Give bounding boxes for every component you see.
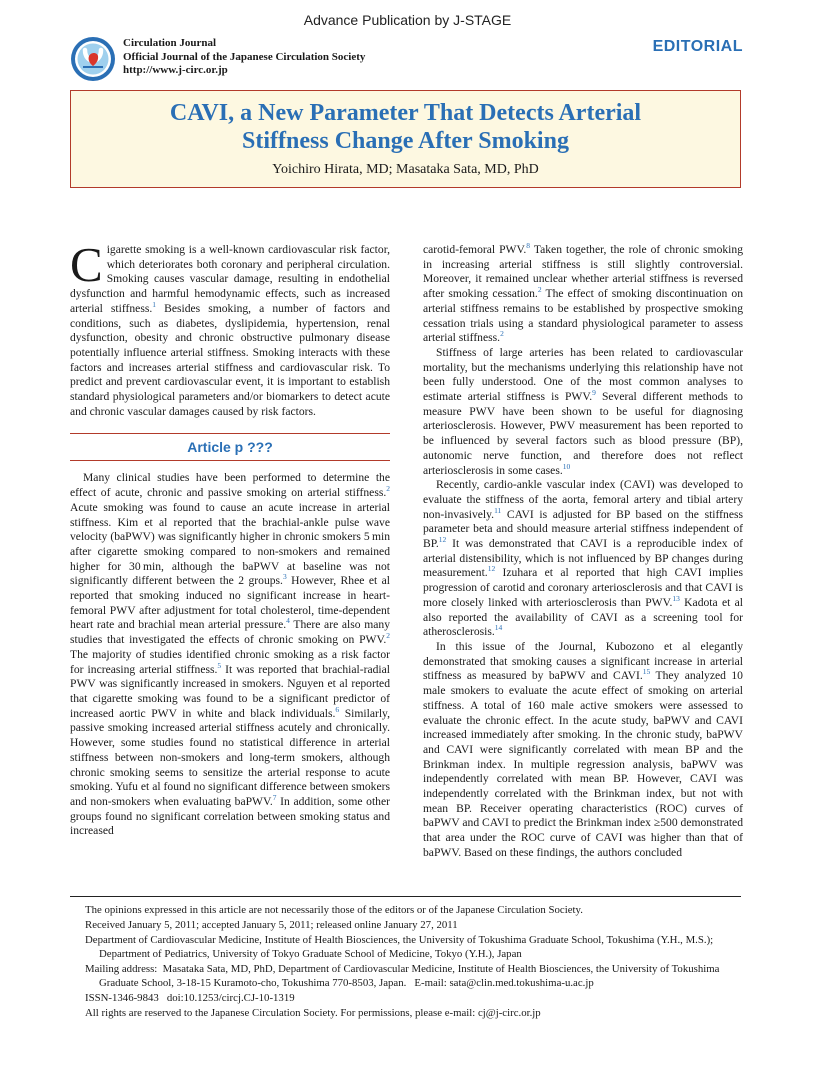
text-run: Acute smoking was found to cause an acute increase in arterial stiffness. Kim et al reported that the brachial-ankle pulse wave velocity (baPWV) was significantly higher in chronic smokers 5 min after cigarette smoking compared to non-smokers and remained higher for 30 min, although the baPWV at baseline was not significantly different between the 2 groups. [70,500,390,588]
footnote-rights: All rights are reserved to the Japanese Circulation Society. For permissions, please e-mail: cj@j-circ.or.jp [85,1007,541,1019]
text-run: The majority of studies identified chronic smoking as a risk factor for increasing arterial stiffness. [70,647,390,676]
left-column [70,237,391,839]
body-paragraph [423,243,743,346]
citation-ref[interactable]: 3 [282,572,287,582]
text-run: However, Rhee et al reported that smoking induced no significant increase in heart-femoral PWV after adjustment for total cholesterol, time-dependent heart rate and brachial mean arterial pressure. [70,574,391,632]
text-run: They analyzed 10 male smokers to evaluate the acute effect of smoking on arterial stiffness. A total of 160 male active smokers were assessed to evaluate the chronic effect. In the acute study, baPWV and CAVI increased immediately after smoking. In the chronic study, baPWV and CAVI were significantly correlated with mean BP and the Brinkman index. In multiple regression analysis, baPWV was independently correlated with mean BP. However, CAVI was independently correlated with the Brinkman index, but not with mean BP. Receiver operating characteristics (ROC) curves of baPWV and CAVI to predict the Brinkman index ≥500 demonstrated that area under the ROC curve of CAVI was higher than that of baPWV. Based on these findings, the authors concluded [423,669,743,859]
citation-ref[interactable]: 10 [562,461,571,471]
title-line-2: Stiffness Change After Smoking [242,128,569,154]
citation-ref[interactable]: 13 [672,594,680,604]
jcs-logo-icon [70,36,116,82]
citation-ref[interactable]: 14 [494,623,503,633]
author-list: Yoichiro Hirata, MD; Masataka Sata, MD, PhD [272,162,539,177]
body-paragraph [423,478,743,640]
article-rule-top [70,433,390,434]
body-paragraph [70,471,390,839]
citation-ref[interactable]: 1 [152,299,156,309]
journal-masthead [123,37,365,78]
title-line-1: CAVI, a New Parameter That Detects Arterial [169,100,642,126]
footnote-received: Received January 5, 2011; accepted January 5, 2011; released online January 27, 2011 [85,919,458,931]
body-paragraph [423,346,743,478]
article-link-heading[interactable]: Article p ??? [187,439,273,456]
advance-publication-banner: Advance Publication by J-STAGE [303,12,512,28]
citation-ref[interactable]: 9 [592,388,596,398]
citation-ref[interactable]: 6 [335,704,340,714]
citation-ref[interactable]: 5 [217,660,222,670]
footnotes [85,903,740,1021]
title-box [70,90,741,188]
text-run: CAVI is adjusted for BP based on the stiffness parameter beta and should measure arterial stiffness independent of BP. [423,507,743,551]
text-run: Several different methods to measure PWV have been shown to be useful for diagnosing arteriosclerosis. However, PWV measurement has been reported to be influenced by several factors such as blood pressure (BP), autonomic nerve function, and therefore does not reflect arteriosclerosis in some cases. [423,390,743,477]
footer-rule [70,896,741,897]
body-paragraph [70,237,390,419]
article-title [71,99,740,155]
citation-ref[interactable]: 4 [286,616,290,626]
article-rule-bottom [70,460,390,461]
citation-ref[interactable]: 8 [526,241,531,251]
citation-ref[interactable]: 11 [494,505,502,515]
citation-ref[interactable]: 2 [386,631,390,641]
footnote-issn: ISSN-1346-9843 doi:10.1253/circj.CJ-10-1319 [85,992,295,1004]
journal-url[interactable]: http://www.j-circ.or.jp [123,64,228,76]
text-run: Many clinical studies have been performed to determine the effect of acute, chronic and passive smoking on arterial stiffness. [70,471,390,500]
footnote-disclaimer: The opinions expressed in this article are not necessarily those of the editors or of the Japanese Circulation Society. [85,904,583,916]
citation-ref[interactable]: 12 [487,564,496,574]
journal-society: Official Journal of the Japanese Circulation Society [123,50,366,63]
text-run: Besides smoking, a number of factors and conditions, such as diabetes, dyslipidemia, hypertension, renal dysfunction, obesity and chronic obstructive pulmonary disease potentially influence arterial stiffness. Smoking interacts with these factors and increases arterial stiffness and cardiovascular risk. To predict and prevent cardiovascular event, it is important to establish standard physiological parameters and/or biomarkers to detect acute and chronic vascular damages caused by risk factors. [70,301,390,418]
citation-ref[interactable]: 12 [438,535,447,545]
text-run: Taken together, the role of chronic smoking in increasing arterial stiffness is still slightly controversial. Moreover, it remained unclear whether arterial stiffness is reversed after smoking cessation. [423,243,743,301]
text-run: igarette smoking is a well-known cardiovascular risk factor, which deteriorates both coronary and peripheral circulation. Smoking causes vascular damage, resulting in endothelial dysfunction and harmful hemodynamic effects, such as increased arterial stiffness. [70,243,390,315]
text-run: The effect of smoking discontinuation on arterial stiffness remains to be established by prospective smoking cessation trials using a standard physiological parameter to assess arterial stiffness. [423,287,743,345]
text-run: It was demonstrated that CAVI is a reproducible index of arterial distensibility, which is not influenced by BP changes during measurement. [423,537,743,580]
citation-ref[interactable]: 15 [642,667,651,677]
dropcap: C [70,237,103,292]
section-label: EDITORIAL [652,38,743,55]
text-run: Similarly, passive smoking increased arterial stiffness acutely and chronically. However, some studies found no statistical difference in arterial stiffness between non-smokers and long-term smokers, although chronic smoking seems to sensitize the arterial response to acute smoking. Yufu et al found no significant difference between smokers and non-smokers when evaluating baPWV. [70,706,390,808]
text-run: In addition, some other groups found no significant correlation between smoking status and increased [70,794,390,838]
right-column [423,243,743,861]
footnote-mailing: Mailing address: Masataka Sata, MD, PhD, Department of Cardiovascular Medicine, Institute of Health Biosciences, the University of Tokushima Graduate School, 3-18-15 Kuramoto-cho, Tokushima 770-8503, Japan. E-mail: sata@clin.med.tokushima-u.ac.jp [85,963,720,989]
body-paragraph [423,640,743,861]
text-run: It was reported that brachial-radial PWV was significantly increased in smokers. Nguyen et al reported that cigarette smoking was found to be a significant predictor of increased aortic PWV in white and black individuals. [70,662,391,720]
text-run: Recently, cardio-ankle vascular index (CAVI) was developed to evaluate the stiffness of the aorta, femoral artery and tibial artery non-invasively. [423,478,743,521]
footnote-department: Department of Cardiovascular Medicine, Institute of Health Biosciences, the University of Tokushima Graduate School, Tokushima (Y.H., M.S.); Department of Pediatrics, University of Tokyo Graduate School of Medicine, Tokyo (Y.H.), Japan [85,934,714,960]
citation-ref[interactable]: 2 [537,285,542,295]
citation-ref[interactable]: 7 [272,793,277,803]
text-run: Stiffness of large arteries has been related to cardiovascular mortality, but the mechanisms underlying this relationship have not been fully understood. One of the most common analyses to estimate arterial stiffness is PWV. [423,345,743,404]
citation-ref[interactable]: 2 [386,484,390,494]
text-run: Izuhara et al reported that high CAVI implies progression of carotid and coronary arteriosclerosis and that CAVI is more closely linked with arteriosclerosis than PWV. [423,566,743,609]
journal-name: Circulation Journal [123,37,217,49]
citation-ref[interactable]: 2 [500,329,504,339]
text-run: Kadota et al also reported the availability of CAVI as a screening tool for atherosclerosis. [423,595,743,639]
text-run: carotid-femoral PWV. [423,243,527,256]
text-run: In this issue of the Journal, Kubozono et al elegantly demonstrated that smoking causes a significant increase in arterial stiffness as measured by baPWV and CAVI. [423,639,743,683]
text-run: There are also many studies that investigated the effects of chronic smoking on PWV. [70,618,390,647]
